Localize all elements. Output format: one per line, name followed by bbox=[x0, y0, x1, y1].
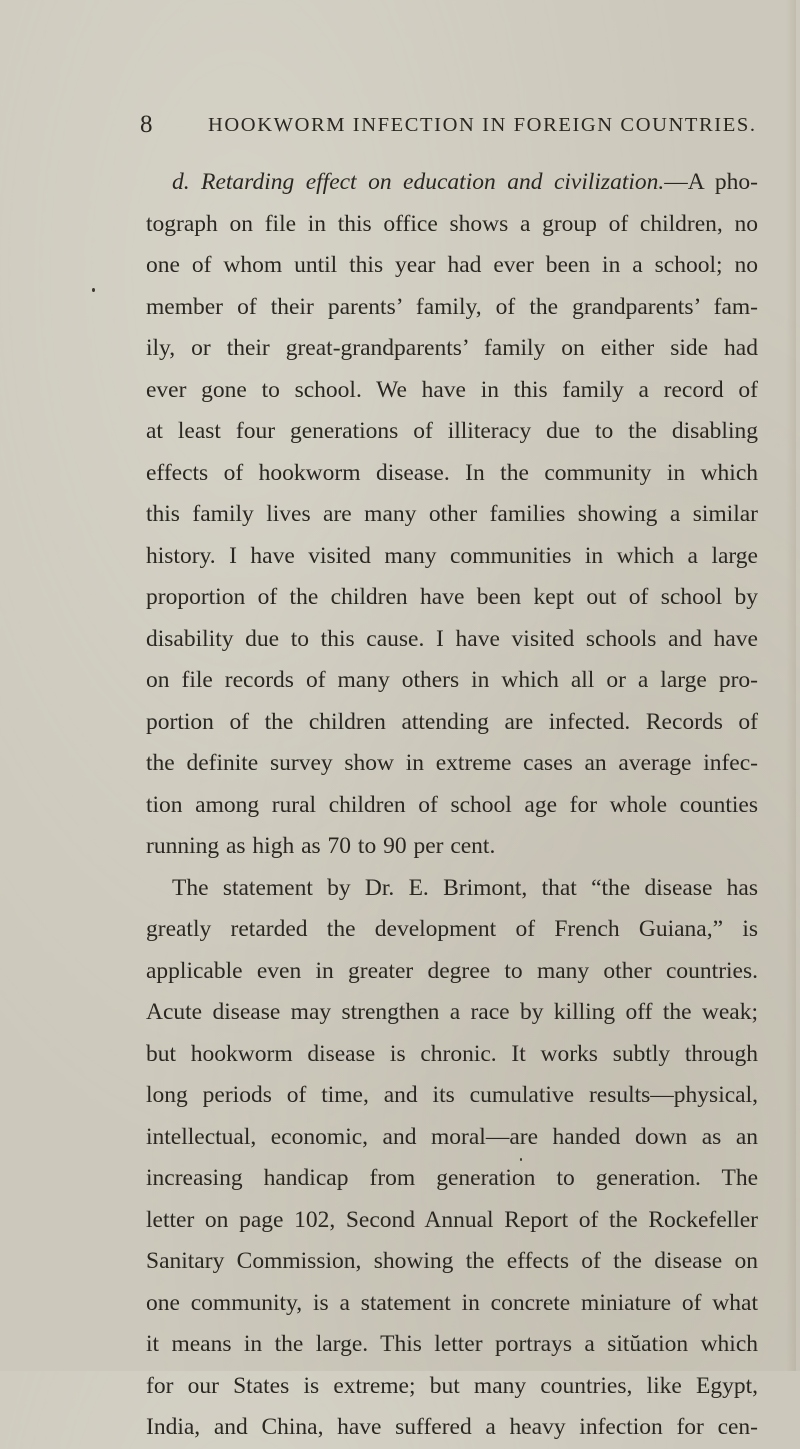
text-line: disability due to this cause. I have visited schools and have bbox=[146, 625, 758, 652]
text-line: proportion of the children have been kept out of school by bbox=[146, 584, 758, 610]
text-line: tograph on file in this office shows a group of children, no bbox=[146, 210, 758, 237]
text-line: tion among rural children of school age for whole counties bbox=[146, 791, 758, 818]
text-line: effects of hookworm disease. In the community in which bbox=[146, 459, 758, 486]
text-line: history. I have visited many communities in which a large bbox=[146, 542, 758, 569]
page-edge-shadow bbox=[786, 0, 796, 1371]
text-line: letter on page 102, Second Annual Report of the Rockefeller bbox=[146, 1206, 758, 1233]
text-line: portion of the children attending are infected. Records of bbox=[146, 708, 758, 735]
text-line: at least four generations of illiteracy due to the disabling bbox=[146, 418, 758, 444]
text-line-paragraph-start: The statement by Dr. E. Brimont, that “the disease has bbox=[172, 874, 758, 901]
text-line: ily, or their great-grandparents’ family on either side had bbox=[146, 335, 758, 361]
section-subheading: d. Retarding effect on education and civilization. bbox=[172, 169, 665, 195]
text-line: one of whom until this year had ever been in a school; no bbox=[146, 252, 758, 278]
text-line: but hookworm disease is chronic. It works subtly through bbox=[146, 1040, 758, 1067]
text-line: applicable even in greater degree to many other countries. bbox=[146, 957, 758, 984]
text-line: the definite survey show in extreme cases an average infec- bbox=[146, 750, 758, 776]
text-line-first bbox=[146, 162, 758, 204]
text-line: it means in the large. This letter portrays a sitŭation which bbox=[146, 1331, 758, 1357]
text-line: Sanitary Commission, showing the effects of the disease on bbox=[146, 1248, 758, 1274]
running-head-title: HOOKWORM INFECTION IN FOREIGN COUNTRIES. bbox=[208, 114, 757, 136]
paper-speck bbox=[92, 288, 95, 292]
text-line: greatly retarded the development of French Guiana,” is bbox=[146, 916, 758, 942]
text-line: ever gone to school. We have in this family a record of bbox=[146, 376, 758, 403]
text-line: long periods of time, and its cumulative results—physical, bbox=[146, 1082, 758, 1108]
text-line: this family lives are many other families showing a similar bbox=[146, 501, 758, 527]
text-line: intellectual, economic, and moral—are handed down as an bbox=[146, 1123, 758, 1150]
text-line: increasing handicap from generation to generation. The bbox=[146, 1165, 758, 1191]
section-subheading-tail: —A pho- bbox=[664, 169, 758, 195]
paper-speck bbox=[520, 1158, 522, 1161]
running-head bbox=[140, 111, 760, 145]
text-line: India, and China, have suffered a heavy infection for cen- bbox=[146, 1414, 758, 1440]
text-line: one community, is a statement in concrete miniature of what bbox=[146, 1289, 758, 1316]
text-line: Acute disease may strengthen a race by killing off the weak; bbox=[146, 999, 758, 1025]
text-line: for our States is extreme; but many countries, like Egypt, bbox=[146, 1372, 758, 1399]
body-text bbox=[146, 162, 758, 1449]
page-number: 8 bbox=[140, 111, 153, 138]
text-line: on file records of many others in which all or a large pro- bbox=[146, 667, 758, 693]
text-line-paragraph-end: running as high as 70 to 90 per cent. bbox=[146, 833, 496, 859]
text-line: member of their parents’ family, of the grandparents’ fam- bbox=[146, 293, 758, 320]
